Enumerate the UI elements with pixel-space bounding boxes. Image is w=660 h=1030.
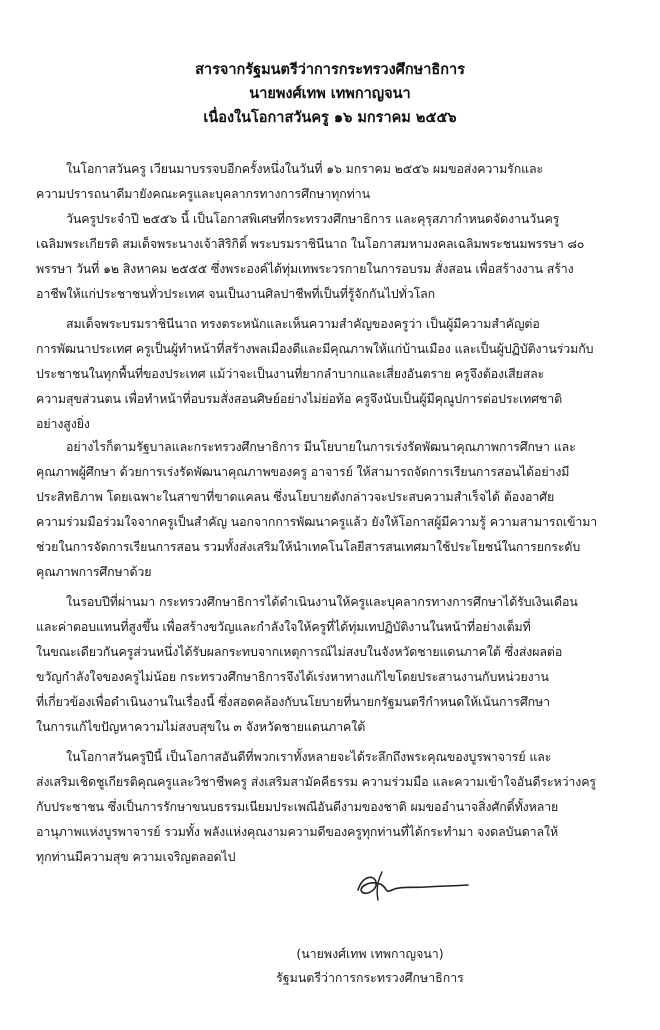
body-line: ช่วยในการจัดการเรียนการสอน รวมทั้งส่งเสริมให้นำเทคโนโลยีสารสนเทศมาใช้ประโยชน์ในการยกระดับ — [36, 539, 581, 554]
body-line: วันครูประจำปี ๒๕๕๖ นี้ เป็นโอกาสพิเศษที่กระทรวงศึกษาธิการ และคุรุสภากำหนดจัดงานวันครู — [66, 211, 560, 226]
body-line: ประชาชนในทุกพื้นที่ของประเทศ แม้ว่าจะเป็นงานที่ยากลำบากและเสี่ยงอันตราย ครูจึงต้องเสียสละ — [36, 366, 545, 381]
body-line: และค่าตอบแทนที่สูงขึ้น เพื่อสร้างขวัญและกำลังใจให้ครูที่ได้ทุ่มเทปฏิบัติงานในหน้าที่อย่างเต็มที่ — [36, 619, 531, 634]
body-line: สมเด็จพระบรมราชินีนาถ ทรงตระหนักและเห็นความสำคัญของครูว่า เป็นผู้มีความสำคัญต่อ — [66, 316, 540, 331]
body-line: ความปรารถนาดีมายังคณะครูและบุคลากรทางการศึกษาทุกท่าน — [36, 186, 370, 201]
body-line: อาชีพให้แก่ประชาชนทั่วประเทศ จนเป็นงานศิลปาชีพที่เป็นที่รู้จักกันไปทั่วโลก — [36, 286, 436, 301]
body-line: การพัฒนาประเทศ ครูเป็นผู้ทำหน้าที่สร้างพลเมืองดีและมีคุณภาพให้แก่บ้านเมือง และเป็นผู้ปฏิบัติงานร่วมกับ — [36, 341, 594, 356]
body-line: คุณภาพการศึกษาด้วย — [36, 564, 152, 579]
body-line: ขวัญกำลังใจของครูไม่น้อย กระทรวงศึกษาธิการจึงได้เร่งหาทางแก้ไขโดยประสานงานกับหน่วยงาน — [36, 669, 549, 684]
body-line: ในขณะเดียวกันครูส่วนหนึ่งได้รับผลกระทบจากเหตุการณ์ไม่สงบในจังหวัดชายแดนภาคใต้ ซึ่งส่งผลต่อ — [36, 644, 563, 659]
body-line: กับประชาชน ซึ่งเป็นการรักษาขนบธรรมเนียมประเพณีอันดีงามของชาติ ผมขออำนาจสิ่งศักดิ์ทั้งหลาย — [36, 799, 559, 814]
body-line: ที่เกี่ยวข้องเพื่อดำเนินงานในเรื่องนี้ ซึ่งสอดคล้องกับนโยบายที่นายกรัฐมนตรีกำหนดให้เน้นการศึกษา — [36, 694, 550, 709]
header-title: สารจากรัฐมนตรีว่าการกระทรวงศึกษาธิการ — [195, 62, 465, 78]
body-line: อย่างไรก็ตามรัฐบาลและกระทรวงศึกษาธิการ มีนโยบายในการเร่งรัดพัฒนาคุณภาพการศึกษา และ — [66, 439, 576, 454]
body-line: คุณภาพผู้ศึกษา ด้วยการเร่งรัดพัฒนาคุณภาพของครู อาจารย์ ให้สามารถจัดการเรียนการสอนได้อย่างมี — [36, 464, 570, 479]
body-line: ความสุขส่วนตน เพื่อทำหน้าที่อบรมสั่งสอนศิษย์อย่างไม่ย่อท้อ ครูจึงนับเป็นผู้มีคุณูปการต่อประเทศชาติ — [36, 391, 563, 406]
body-line: ทุกท่านมีความสุข ความเจริญตลอดไป — [36, 849, 236, 864]
body-line: เฉลิมพระเกียรติ สมเด็จพระนางเจ้าสิริกิติ์ พระบรมราชินีนาถ ในโอกาสมหามงคลเฉลิมพระชนมพรรษา ๘๐ — [36, 236, 585, 251]
body-line: ในโอกาสวันครู เวียนมาบรรจบอีกครั้งหนึ่งในวันที่ ๑๖ มกราคม ๒๕๕๖ ผมขอส่งความรักและ — [66, 161, 544, 176]
body-line: ในรอบปีที่ผ่านมา กระทรวงศึกษาธิการได้ดำเนินงานให้ครูและบุคลากรทางการศึกษาได้รับเงินเดือน — [66, 594, 578, 609]
handwritten-signature — [352, 868, 472, 904]
body-line: ในโอกาสวันครูปีนี้ เป็นโอกาสอันดีที่พวกเราทั้งหลายจะได้ระลึกถึงพระคุณของบูรพาจารย์ และ — [66, 749, 552, 764]
signatory-position: รัฐมนตรีว่าการกระทรวงศึกษาธิการ — [276, 970, 464, 985]
header-occasion: เนื่องในโอกาสวันครู ๑๖ มกราคม ๒๕๕๖ — [203, 110, 457, 126]
body-line: ในการแก้ไขปัญหาความไม่สงบสุขใน ๓ จังหวัดชายแดนภาคใต้ — [36, 719, 366, 734]
body-line: อานุภาพแห่งบูรพาจารย์ รวมทั้ง พลังแห่งคุณงามความดีของครูทุกท่านที่ได้กระทำมา จงดลบันดาลให้ — [36, 824, 559, 839]
body-line: ประสิทธิภาพ โดยเฉพาะในสาขาที่ขาดแคลน ซึ่งนโยบายดังกล่าวจะประสบความสำเร็จได้ ต้องอาศัย — [36, 489, 555, 504]
signatory-name: (นายพงศ์เทพ เทพกาญจนา) — [296, 946, 444, 961]
header-minister-name: นายพงศ์เทพ เทพกาญจนา — [249, 86, 411, 102]
body-line: ส่งเสริมเชิดชูเกียรติคุณครูและวิชาชีพครู ส่งเสริมสามัคคีธรรม ความร่วมมือ และความเข้าใจอันดีระหว่างครู — [36, 774, 596, 789]
body-line: ความร่วมมือร่วมใจจากครูเป็นสำคัญ นอกจากการพัฒนาครูแล้ว ยังให้โอกาสผู้มีความรู้ ความสามารถเข้ามา — [36, 514, 598, 529]
body-line: พรรษา วันที่ ๑๒ สิงหาคม ๒๕๕๕ ซึ่งพระองค์ได้ทุ่มเทพระวรกายในการอบรม สั่งสอน เพื่อสร้างงาน สร้าง — [36, 261, 574, 276]
body-line: อย่างสูงยิ่ง — [36, 416, 90, 431]
